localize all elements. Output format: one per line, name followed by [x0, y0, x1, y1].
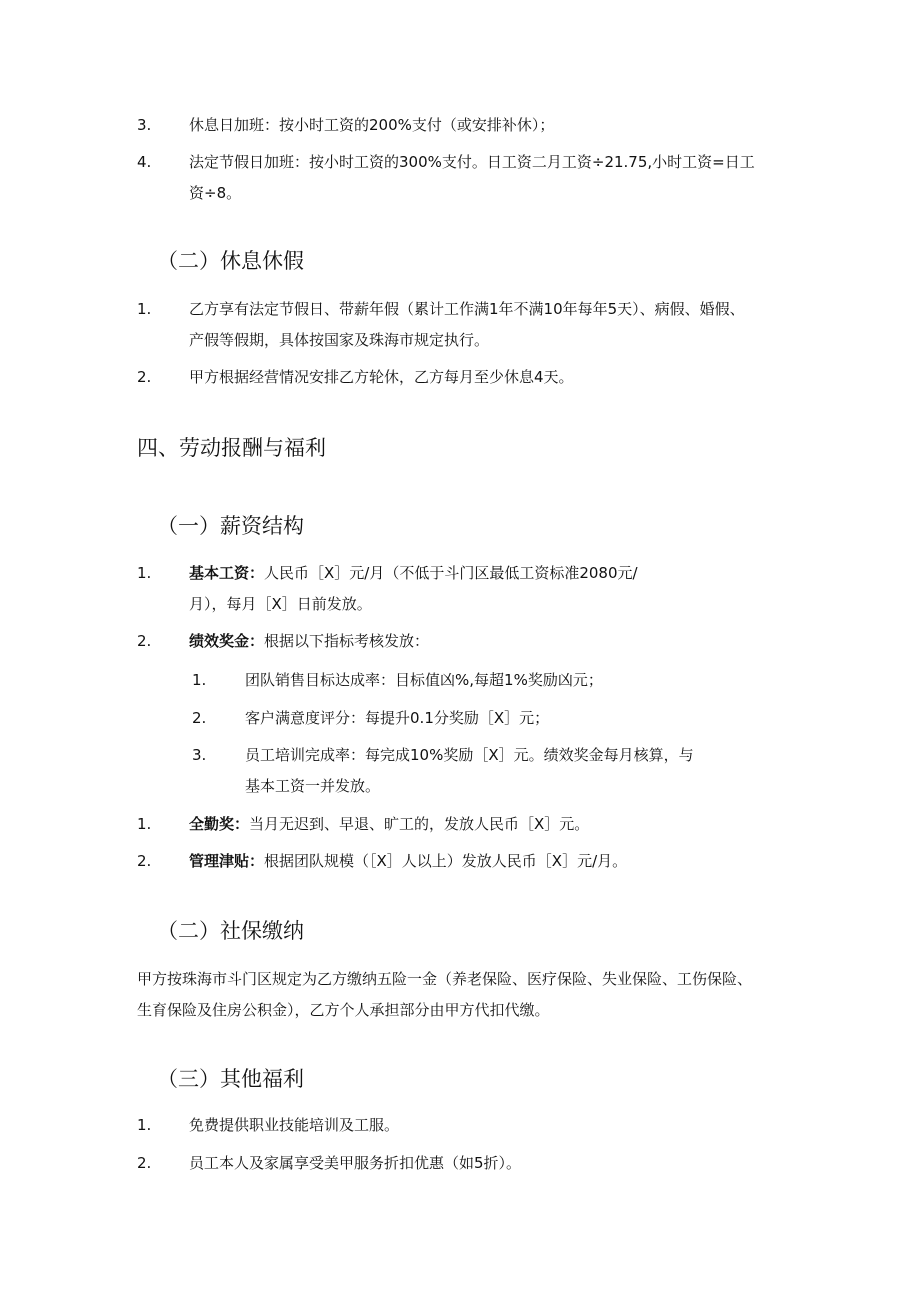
- section-heading: （二）社保缴纳: [157, 919, 304, 943]
- list-number: 2.: [137, 852, 152, 870]
- list-item-text: 甲方根据经营情况安排乙方轮休，乙方每月至少休息4天。: [189, 368, 574, 386]
- paragraph-line: 生育保险及住房公积金），乙方个人承担部分由甲方代扣代缴。: [137, 1001, 550, 1019]
- item-value: 根据以下指标考核发放：: [264, 632, 430, 650]
- list-item-text-cont: 月），每月［X］日前发放。: [189, 595, 372, 613]
- list-number: 3.: [137, 116, 152, 134]
- list-item-text: [189, 846, 627, 877]
- section-heading: （一）薪资结构: [157, 514, 304, 538]
- list-item-text-cont: 产假等假期，具体按国家及珠海市规定执行。: [189, 331, 490, 349]
- list-number: 1.: [137, 1116, 152, 1134]
- list-item-text: 乙方享有法定节假日、带薪年假（累计工作满1年不满10年每年5天）、病假、婚假、: [189, 300, 745, 318]
- sublist-number: 1.: [192, 671, 207, 689]
- list-item-text: [189, 558, 638, 589]
- list-number: 1.: [137, 300, 152, 318]
- item-label: 基本工资：: [189, 564, 265, 582]
- item-value: 人民币［X］元/月（不低于斗门区最低工资标准2080元/: [264, 564, 638, 582]
- item-label: 管理津贴：: [189, 852, 265, 870]
- list-number: 2.: [137, 1154, 152, 1172]
- section-heading: （二）休息休假: [157, 249, 304, 273]
- list-number: 4.: [137, 153, 152, 171]
- list-item-text: 员工本人及家属享受美甲服务折扣优惠（如5折）。: [189, 1154, 522, 1172]
- list-number: 2.: [137, 632, 152, 650]
- item-label: 全勤奖：: [189, 815, 250, 833]
- sublist-item-text: 团队销售目标达成率：目标值凶%,每超1%奖励凶元；: [245, 671, 603, 689]
- sublist-item-text: 员工培训完成率：每完成10%奖励［X］元。绩效奖金每月核算，与: [245, 746, 694, 764]
- paragraph-line: 甲方按珠海市斗门区规定为乙方缴纳五险一金（养老保险、医疗保险、失业保险、工伤保险、: [137, 970, 753, 988]
- sublist-number: 2.: [192, 709, 207, 727]
- list-item-text: 法定节假日加班：按小时工资的300%支付。日工资二月工资÷21.75,小时工资=日工: [189, 153, 755, 171]
- sublist-item-text: 客户满意度评分：每提升0.1分奖励［X］元；: [245, 709, 550, 727]
- list-item-text: [189, 809, 589, 840]
- item-value: 当月无迟到、早退、旷工的，发放人民币［X］元。: [249, 815, 590, 833]
- item-label: 绩效奖金：: [189, 632, 265, 650]
- sublist-item-text-cont: 基本工资一并发放。: [245, 777, 381, 795]
- section-heading: （三）其他福利: [157, 1067, 304, 1091]
- list-number: 1.: [137, 564, 152, 582]
- list-item-text: 休息日加班：按小时工资的200%支付（或安排补休）；: [189, 116, 555, 134]
- sublist-number: 3.: [192, 746, 207, 764]
- list-item-text: [189, 626, 429, 657]
- list-item-text: 免费提供职业技能培训及工服。: [189, 1116, 400, 1134]
- list-number: 2.: [137, 368, 152, 386]
- list-number: 1.: [137, 815, 152, 833]
- chapter-heading: 四、劳动报酬与福利: [137, 436, 326, 460]
- item-value: 根据团队规模（［X］人以上）发放人民币［X］元/月。: [264, 852, 628, 870]
- list-item-text-cont: 资÷8。: [189, 184, 242, 202]
